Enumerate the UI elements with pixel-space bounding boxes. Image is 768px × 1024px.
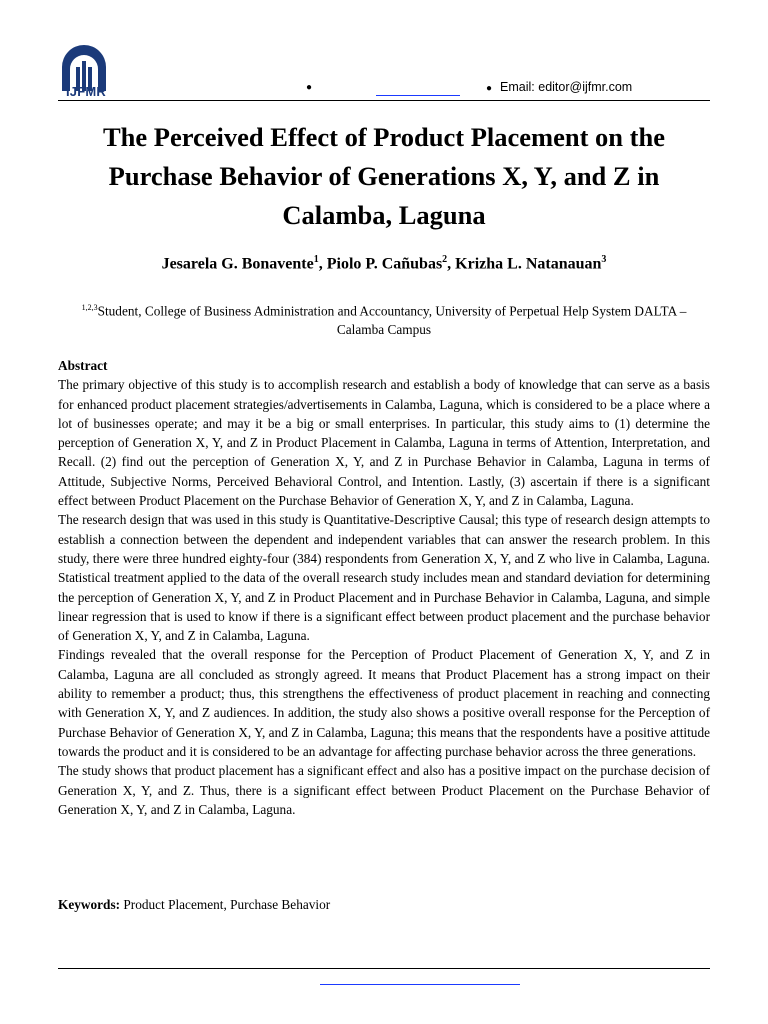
bullet-icon: ● <box>486 83 493 94</box>
footer-link[interactable] <box>320 976 520 985</box>
abstract-paragraph: The study shows that product placement has a significant effect and also has a positive impact on the purchase decision of Generation X, Y, and Z. Thus, there is a significant effect between Product Placement on the Purchase Behavior of Generation X, Y, and Z in Calamba, Laguna. <box>58 763 710 817</box>
abstract-section <box>58 356 710 819</box>
abstract-paragraph: Findings revealed that the overall response for the Perception of Product Placement of Generation X, Y, and Z in Calamba, Laguna are all concluded as strongly agreed. It means that Product Placement has a strong impact on their ability to remember a product; thus, this strengthens the effectiveness of product placement in reaching and connecting with Generation X, Y, and Z audiences. In addition, the study also shows a positive overall response for the Perception of Purchase Behavior of Generation X, Y, and Z in Calamba, Laguna; this means that the respondents have a positive attitude towards the product and it is considered to be an advantage for affecting purchase behavior across the three generations. <box>58 647 710 759</box>
keywords <box>58 897 710 913</box>
author-name: Krizha L. Natanauan <box>455 255 602 273</box>
abstract-paragraph: The research design that was used in this study is Quantitative-Descriptive Causal; this type of research design attempts to establish a connection between the dependent and independent variables that can answer the research problem. In this study, there were three hundred eighty-four (384) respondents from Generation X, Y, and Z who live in Calamba, Laguna. Statistical treatment applied to the data of the overall research study includes mean and standard deviation for determining the perception of Generation X, Y, and Z in Product Placement and in Purchase Behavior in Calamba, Laguna, and simple linear regression that is used to know if there is a significant effect between product placement and the purchase behavior of Generation X, Y, and Z in Calamba, Laguna. <box>58 512 710 644</box>
affiliation-sup: 1,2,3 <box>81 303 98 312</box>
abstract-heading: Abstract <box>58 358 108 373</box>
header-email <box>486 80 632 94</box>
logo-text: IJFMR <box>66 84 106 99</box>
author-sup: 3 <box>601 254 607 265</box>
author-sup: 1 <box>313 254 319 265</box>
author-sup: 2 <box>442 254 448 265</box>
author-list: Jesarela G. Bonavente$^1$, Piolo P. Cañubas$^2$, Krizha L. Natanauan$^3$ <box>161 254 607 273</box>
affiliation <box>60 298 708 339</box>
email-text[interactable]: Email: editor@ijfmr.com <box>500 80 633 94</box>
website-link[interactable] <box>376 85 460 96</box>
author-name: Piolo P. Cañubas <box>326 255 443 273</box>
keywords-label: Keywords: <box>58 897 121 912</box>
paper-title: The Perceived Effect of Product Placement on the Purchase Behavior of Generations X, Y, and Z in Calamba, Laguna <box>103 122 665 230</box>
footer-divider <box>58 968 710 969</box>
author-name: Jesarela G. Bonavente <box>161 255 314 273</box>
abstract-paragraph: The primary objective of this study is to accomplish research and establish a body of knowledge that can serve as a basis for enhanced product placement strategies/advertisements in Calamba, Laguna, which is considered to be a place where a lot of businesses operate; and may it be a big or small enterprises. In particular, this study aims to (1) determine the perception of Generation X, Y, and Z in Product Placement in Calamba, Laguna in terms of Attention, Interpretation, and Recall. (2) find out the perception of Generation X, Y, and Z in Purchase Behavior in Calamba, Laguna in terms of Attitude, Subjective Norms, Perceived Behavioral Control, and Intention. Lastly, (3) ascertain if there is a significant effect between Product Placement on the Purchase Behavior of Generation X, Y, and Z in Calamba, Laguna. <box>58 377 710 509</box>
keywords-text: Product Placement, Purchase Behavior <box>123 897 331 912</box>
header-divider <box>58 100 710 101</box>
affiliation-text: Student, College of Business Administration and Accountancy, University of Perpetual Help System DALTA – Calamba Campus <box>97 303 687 338</box>
bullet-icon: ● <box>306 82 313 93</box>
page-header <box>58 38 710 102</box>
